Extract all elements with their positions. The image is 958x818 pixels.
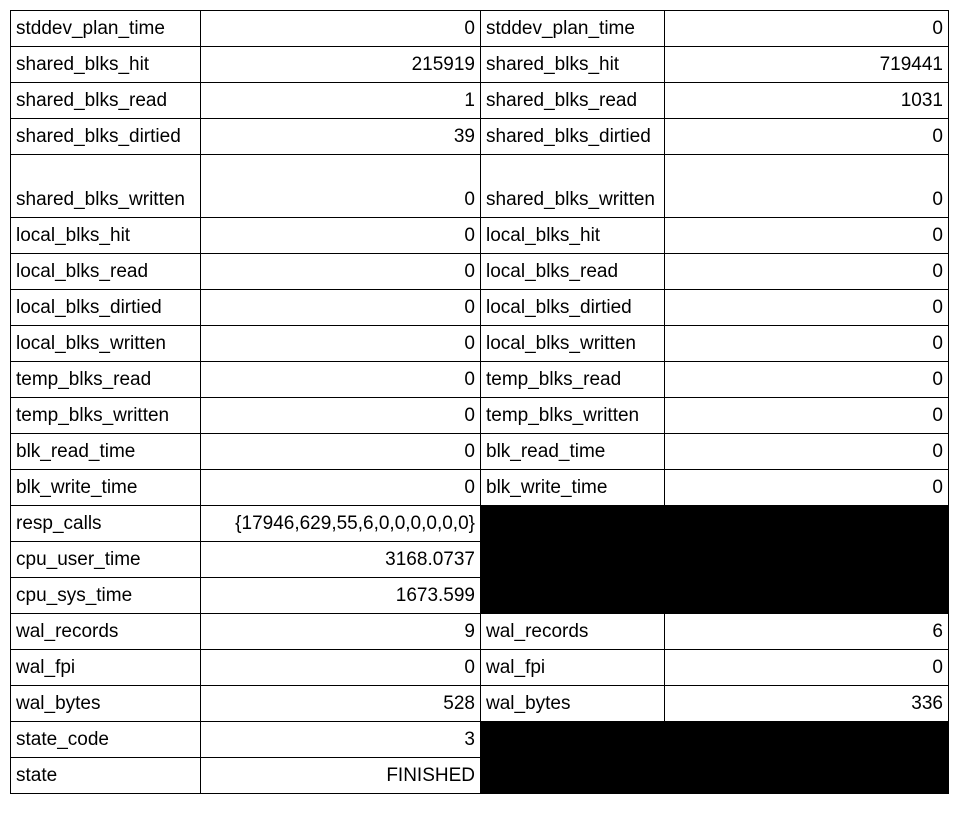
- table-row: [11, 155, 949, 218]
- left-label: blk_read_time: [11, 434, 201, 470]
- right-value: 0: [665, 326, 949, 362]
- table-row: [11, 11, 949, 47]
- left-value: 1: [201, 83, 481, 119]
- right-value: 0: [665, 11, 949, 47]
- table-row: [11, 686, 949, 722]
- table-row: [11, 722, 949, 758]
- left-label: state_code: [11, 722, 201, 758]
- table-row: [11, 326, 949, 362]
- left-value: {17946,629,55,6,0,0,0,0,0,0}: [201, 506, 481, 542]
- right-value: 0: [665, 290, 949, 326]
- right-value: 0: [665, 155, 949, 218]
- right-value: 0: [665, 218, 949, 254]
- left-value: 0: [201, 11, 481, 47]
- left-label: cpu_sys_time: [11, 578, 201, 614]
- right-value: 0: [665, 434, 949, 470]
- table-row: [11, 470, 949, 506]
- table-row: [11, 434, 949, 470]
- left-value: 0: [201, 290, 481, 326]
- left-value: 215919: [201, 47, 481, 83]
- left-label: cpu_user_time: [11, 542, 201, 578]
- table-row: [11, 290, 949, 326]
- left-value: 0: [201, 254, 481, 290]
- right-label: shared_blks_dirtied: [481, 119, 665, 155]
- right-label: temp_blks_read: [481, 362, 665, 398]
- right-label: wal_records: [481, 614, 665, 650]
- right-label: temp_blks_written: [481, 398, 665, 434]
- left-label: blk_write_time: [11, 470, 201, 506]
- left-label: local_blks_hit: [11, 218, 201, 254]
- right-label: local_blks_read: [481, 254, 665, 290]
- right-label: shared_blks_written: [481, 155, 665, 218]
- right-label: shared_blks_hit: [481, 47, 665, 83]
- left-value: 0: [201, 650, 481, 686]
- right-label: local_blks_dirtied: [481, 290, 665, 326]
- table-row: [11, 362, 949, 398]
- table-row: [11, 506, 949, 542]
- left-value: FINISHED: [201, 758, 481, 794]
- left-label: shared_blks_written: [11, 155, 201, 218]
- right-value: 0: [665, 650, 949, 686]
- left-label: shared_blks_hit: [11, 47, 201, 83]
- left-label: state: [11, 758, 201, 794]
- right-value: 336: [665, 686, 949, 722]
- left-value: 0: [201, 470, 481, 506]
- left-value: 39: [201, 119, 481, 155]
- left-value: 0: [201, 434, 481, 470]
- right-value: 0: [665, 119, 949, 155]
- left-label: wal_records: [11, 614, 201, 650]
- right-label: stddev_plan_time: [481, 11, 665, 47]
- left-label: shared_blks_dirtied: [11, 119, 201, 155]
- stats-comparison-table: [10, 10, 949, 794]
- right-value: 719441: [665, 47, 949, 83]
- table-row: [11, 398, 949, 434]
- left-value: 0: [201, 218, 481, 254]
- left-value: 3168.0737: [201, 542, 481, 578]
- right-value: 6: [665, 614, 949, 650]
- left-label: temp_blks_read: [11, 362, 201, 398]
- left-label: temp_blks_written: [11, 398, 201, 434]
- table-row: [11, 47, 949, 83]
- left-label: stddev_plan_time: [11, 11, 201, 47]
- table-row: [11, 650, 949, 686]
- table-row: [11, 119, 949, 155]
- left-value: 0: [201, 398, 481, 434]
- right-label: local_blks_hit: [481, 218, 665, 254]
- left-value: 1673.599: [201, 578, 481, 614]
- right-label: blk_read_time: [481, 434, 665, 470]
- left-label: wal_fpi: [11, 650, 201, 686]
- right-value: 0: [665, 362, 949, 398]
- left-label: local_blks_dirtied: [11, 290, 201, 326]
- right-value: 0: [665, 254, 949, 290]
- table-row: [11, 254, 949, 290]
- left-label: shared_blks_read: [11, 83, 201, 119]
- right-value: 1031: [665, 83, 949, 119]
- right-label: blk_write_time: [481, 470, 665, 506]
- left-value: 528: [201, 686, 481, 722]
- right-label: local_blks_written: [481, 326, 665, 362]
- left-value: 0: [201, 155, 481, 218]
- right-label: shared_blks_read: [481, 83, 665, 119]
- right-value: 0: [665, 398, 949, 434]
- left-label: local_blks_written: [11, 326, 201, 362]
- right-label: wal_bytes: [481, 686, 665, 722]
- left-label: resp_calls: [11, 506, 201, 542]
- left-label: wal_bytes: [11, 686, 201, 722]
- redacted-block: [481, 506, 949, 614]
- left-label: local_blks_read: [11, 254, 201, 290]
- table-row: [11, 83, 949, 119]
- table-row: [11, 614, 949, 650]
- right-value: 0: [665, 470, 949, 506]
- right-label: wal_fpi: [481, 650, 665, 686]
- table-row: [11, 218, 949, 254]
- redacted-block: [481, 722, 949, 794]
- left-value: 0: [201, 362, 481, 398]
- left-value: 9: [201, 614, 481, 650]
- left-value: 0: [201, 326, 481, 362]
- left-value: 3: [201, 722, 481, 758]
